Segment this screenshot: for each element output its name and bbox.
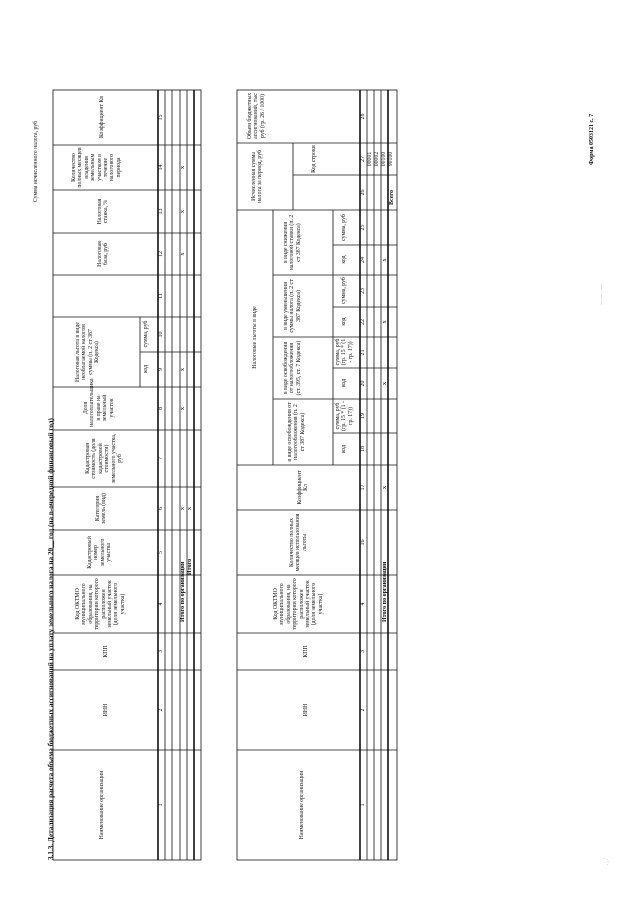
t2-header-exemption395-code: код	[341, 378, 347, 388]
t2-header-rate-reduction-sum: сумма, руб	[341, 214, 347, 241]
t2-colnum: 22	[360, 319, 366, 325]
t2-header-kpp: КПП	[303, 645, 309, 658]
t2-header-reduction-group: в виде уменьшения суммы налога (п. 2 ст 387 Кодекса)	[283, 279, 302, 333]
t2-cross-mark: x	[381, 258, 388, 262]
t1-colnum: 9	[158, 368, 164, 371]
t2-header-exemption-group: в виде освобождения от налогообложения (п. 2 ст 387 Кодекса)	[287, 402, 306, 462]
section-title: 3.1.3. Детализация расчета объема бюджетных ассигнований на уплату земельного налога на 20__ год (на n-очередной финансовый год)	[47, 418, 55, 860]
t1-colnum: 14	[158, 164, 164, 171]
t1-cross-mark: x	[179, 367, 186, 372]
t2-header-coefficient: Коэффициент Кл	[297, 470, 310, 505]
scan-mark: — — · —	[600, 284, 605, 305]
t1-header-coefficient: Коэффициент Кв	[99, 95, 105, 139]
t2-header-reduction-code: код	[341, 317, 347, 326]
t1-colnum: 10	[158, 331, 164, 338]
t2-header-org-name: Наименование организации	[299, 770, 305, 840]
t2-header-rate-reduction-code: код	[341, 255, 347, 264]
t1-cross-mark: x	[179, 506, 186, 511]
t2-colnum: 27	[360, 156, 366, 162]
t2-line-code: 00002	[374, 151, 380, 167]
t1-header-benefit-group: Налоговая льгота в виде необлагаемой налогом суммы (п. 2 ст 387 Кодекса)	[75, 322, 101, 382]
t2-colnum: 28	[360, 113, 366, 120]
t2-line-code: 00001	[367, 151, 373, 167]
t1-colnum: 15	[158, 114, 164, 121]
t1-colnum: 12	[158, 251, 164, 257]
t2-header-rate-reduction-group: в виде снижения налоговой ставки (п. 2 ст 387 Кодекса)	[283, 214, 302, 271]
t2-colnum: 23	[360, 288, 366, 294]
t2-colnum: 24	[360, 257, 366, 263]
t1-cross-mark: x	[179, 252, 186, 256]
t2-header-budget-volume: Объем бюджетных ассигнований, тыс руб (гр. 26 / 1000)	[247, 92, 266, 140]
t1-colnum: 6	[158, 507, 164, 510]
t2-colnum: 1	[360, 803, 366, 807]
t2-header-exemption395-group: в виде освобождения от налогообложения (ст. 395, ст. 7 Кодекса)	[283, 340, 302, 396]
t2-line-code: 00100	[381, 151, 387, 167]
t1-header-kpp: КПП	[103, 645, 109, 658]
t2-colnum: 17	[360, 484, 366, 491]
t1-colnum: 1	[158, 803, 164, 807]
t2-header-benefits-group: Налоговые льготы в виде	[252, 306, 258, 369]
t2-colnum: 4	[360, 602, 366, 606]
t1-header-oktmo: Код ОКТМО муниципального образования, на территории которого расположен земельный участок (доля земельного участка)	[75, 578, 126, 630]
t2-total-label: Всего	[389, 190, 395, 205]
t1-colnum: 7	[158, 457, 164, 460]
t2-colnum: 25	[360, 224, 366, 231]
scan-mark: . , .'	[605, 857, 610, 865]
t2-colnum: 2	[360, 708, 366, 712]
t2-header-line-code: Код строки	[311, 145, 317, 173]
t1-cross-mark: x	[186, 506, 193, 511]
t1-colnum: 4	[158, 602, 164, 606]
t2-colnum: 19	[360, 413, 366, 419]
t2-cross-mark: x	[381, 320, 388, 324]
t1-cross-mark: x	[179, 165, 186, 170]
t2-cross-mark: x	[381, 485, 388, 490]
t2-colnum: 21	[360, 349, 366, 356]
t2-colnum: 16	[360, 539, 366, 546]
t2-header-inn: ИНН	[303, 703, 309, 717]
t1-colnum: 3	[158, 650, 164, 653]
t1-colnum: 5	[158, 551, 164, 554]
t1-colnum: 11	[158, 293, 164, 299]
t2-header-exemption-sum: сумма, руб (гр. 15 * (1 - гр. 17))	[335, 401, 354, 431]
t2-colnum: 20	[360, 380, 366, 387]
t2-colnum: 26	[360, 189, 366, 196]
form-code: Форма 0503121 с. 7	[589, 113, 595, 165]
t2-header-exemption395-sum: сумма, руб (гр. 15 * (1 - гр. 17))	[335, 338, 354, 366]
t2-cross-mark: x	[381, 381, 388, 386]
t1-header-benefit-sum: сумма, руб	[143, 320, 149, 348]
t2-header-oktmo: Код ОКТМО муниципального образования, на территории которого расположен земельный участок (доля земельного участка)	[273, 578, 324, 630]
t1-total-org-label: Итого по организации	[180, 561, 186, 622]
t1-cross-mark: x	[179, 406, 186, 411]
t1-header-org-name: Наименование организации	[99, 770, 105, 840]
t1-header-cadastral-number: Кадастровый номер земельного участка	[87, 536, 113, 569]
t1-header-benefit-code: код	[143, 364, 149, 374]
t1-header-tax-rate: Налоговая ставка, %	[97, 198, 110, 225]
t1-header-cadastral-value: Кадастровая стоимость (доля кадастровой стоимости) земельного участка, руб	[85, 433, 123, 484]
t1-colnum: 2	[158, 708, 164, 712]
t1-cross-mark: x	[179, 209, 186, 214]
t1-header-share: Доля налогоплательщика в праве на земельный участок	[83, 378, 115, 427]
t1-header-tax-base: Налоговая база, руб	[97, 241, 110, 267]
t2-colnum: 18	[360, 446, 366, 452]
t2-header-calculated-tax: Исчисленная сумма налога за период, руб	[251, 149, 264, 204]
t1-header-land-category: Категория земель (вид)	[95, 493, 108, 524]
t2-header-months-count: Количество полных месяцев использования льготы	[289, 513, 308, 572]
t2-header-reduction-sum: сумма, руб	[341, 277, 347, 304]
t2-line-code: 90100	[388, 151, 394, 167]
t1-colnum: 13	[158, 208, 164, 215]
t2-total-org-label: Итого по организации	[382, 561, 388, 622]
t1-header-months-count: Количество полных месяцев владения земельным участком в течение налогового периода	[71, 147, 122, 188]
t2-colnum: 3	[360, 650, 366, 653]
document-page	[15, 75, 615, 905]
t1-total-label: Итого	[187, 558, 193, 575]
t1-header-tax-amount: Сумма исчисленного налога, руб	[33, 120, 39, 203]
t1-header-inn: ИНН	[103, 703, 109, 717]
t1-colnum: 8	[158, 407, 164, 410]
t2-header-exemption-code: код	[341, 444, 347, 454]
